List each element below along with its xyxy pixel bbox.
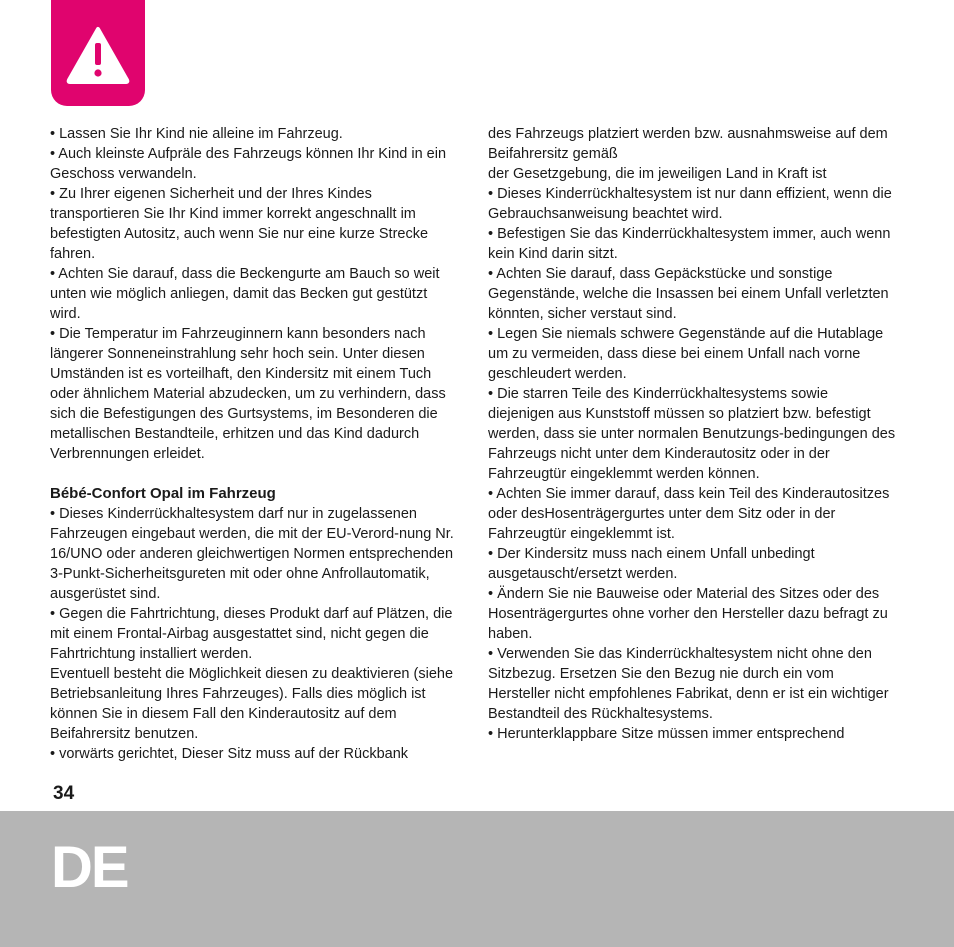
paragraph: • Die Temperatur im Fahrzeuginnern kann besonders nach längerer Sonneneinstrahlung sehr hoch sein. Unter diesen Umständen ist es vorteilhaft, den Kindersitz mit einem Tuch oder ähnlichem Material abzudecken, um zu verhindern, dass sich die Befestigungen des Gurtsystems, im Besonderen die metallischen Bestandteile, erhitzen und das Kind dadurch Verbrennungen erleidet. xyxy=(50,326,446,462)
paragraph: des Fahrzeugs platziert werden bzw. ausnahmsweise auf dem Beifahrersitz gemäß xyxy=(488,126,888,162)
page-number: 34 xyxy=(53,783,75,804)
paragraph: • Herunterklappbare Sitze müssen immer entsprechend xyxy=(488,726,845,742)
section-heading: Bébé-Confort Opal im Fahrzeug xyxy=(50,485,276,502)
paragraph: • Dieses Kinderrückhaltesystem ist nur dann effizient, wenn die Gebrauchsanweisung beachtet wird. xyxy=(488,186,892,222)
paragraph: • Der Kindersitz muss nach einem Unfall unbedingt ausgetauscht/ersetzt werden. xyxy=(488,546,815,582)
warning-badge xyxy=(51,0,145,106)
left-text-column xyxy=(50,124,458,764)
paragraph: • Ändern Sie nie Bauweise oder Material des Sitzes oder des Hosenträgergurtes ohne vorher den Hersteller dazu befragt zu haben. xyxy=(488,586,888,642)
paragraph: • Legen Sie niemals schwere Gegenstände auf die Hutablage um zu vermeiden, dass diese bei einem Unfall nach vorne geschleudert werden. xyxy=(488,326,884,382)
paragraph: • Dieses Kinderrückhaltesystem darf nur in zugelassenen Fahrzeugen eingebaut werden, die mit der EU-Verord-nung Nr. 16/UNO oder anderen gleichwertigen Normen entsprechenden 3-Punkt-Sicherheitsgureten mit oder ohne Anfrollautomatik, ausgerüstet sind. xyxy=(50,506,454,602)
paragraph: • Befestigen Sie das Kinderrückhaltesystem immer, auch wenn kein Kind darin sitzt. xyxy=(488,226,891,262)
paragraph: • Lassen Sie Ihr Kind nie alleine im Fahrzeug. xyxy=(50,126,343,142)
paragraph: • Zu Ihrer eigenen Sicherheit und der Ihres Kindes transportieren Sie Ihr Kind immer korrekt angeschnallt im befestigten Autositz, auch wenn Sie nur eine kurze Strecke fahren. xyxy=(50,186,429,262)
paragraph: • Die starren Teile des Kinderrückhaltesystems sowie diejenigen aus Kunststoff müssen so platziert bzw. befestigt werden, dass sie unter normalen Benutzungs-bedingungen des Fahrzeugs nicht unter dem Kinderautositz oder in der Fahrzeugtür eingeklemmt werden können. xyxy=(488,386,896,482)
paragraph: • Achten Sie immer darauf, dass kein Teil des Kinderautositzes oder desHosenträgergurtes unter dem Sitz oder in der Fahrzeugtür eingeklemmt ist. xyxy=(488,486,890,542)
paragraph: • Verwenden Sie das Kinderrückhaltesystem nicht ohne den Sitzbezug. Ersetzen Sie den Bezug nie durch ein vom Hersteller nicht empfohlenes Fabrikat, denn er ist ein wichtiger Bestandteil des Rückhaltesystems. xyxy=(488,646,889,722)
paragraph: • Achten Sie darauf, dass Gepäckstücke und sonstige Gegenstände, welche die Insassen bei einem Unfall verletzten könnten, sicher verstaut sind. xyxy=(488,266,889,322)
warning-triangle-icon xyxy=(66,26,130,84)
paragraph: Eventuell besteht die Möglichkeit diesen zu deaktivieren (siehe Betriebsanleitung Ihres Fahrzeuges). Falls dies möglich ist können Sie in diesem Fall den Kinderautositz auf dem Beifahrersitz benutzen. xyxy=(50,666,454,742)
language-band xyxy=(0,811,954,947)
language-code: DE xyxy=(51,835,128,900)
paragraph: • Gegen die Fahrtrichtung, dieses Produkt darf auf Plätzen, die mit einem Frontal-Airbag ausgestattet sind, nicht gegen die Fahrtrichtung installiert werden. xyxy=(50,606,453,662)
paragraph: • vorwärts gerichtet, Dieser Sitz muss auf der Rückbank xyxy=(50,746,409,762)
paragraph: der Gesetzgebung, die im jeweiligen Land in Kraft ist xyxy=(488,166,827,182)
paragraph: • Achten Sie darauf, dass die Beckengurte am Bauch so weit unten wie möglich anliegen, damit das Becken gut gestützt wird. xyxy=(50,266,440,322)
paragraph: • Auch kleinste Aufpräle des Fahrzeugs können Ihr Kind in ein Geschoss verwandeln. xyxy=(50,146,447,182)
right-text-column xyxy=(488,124,896,744)
